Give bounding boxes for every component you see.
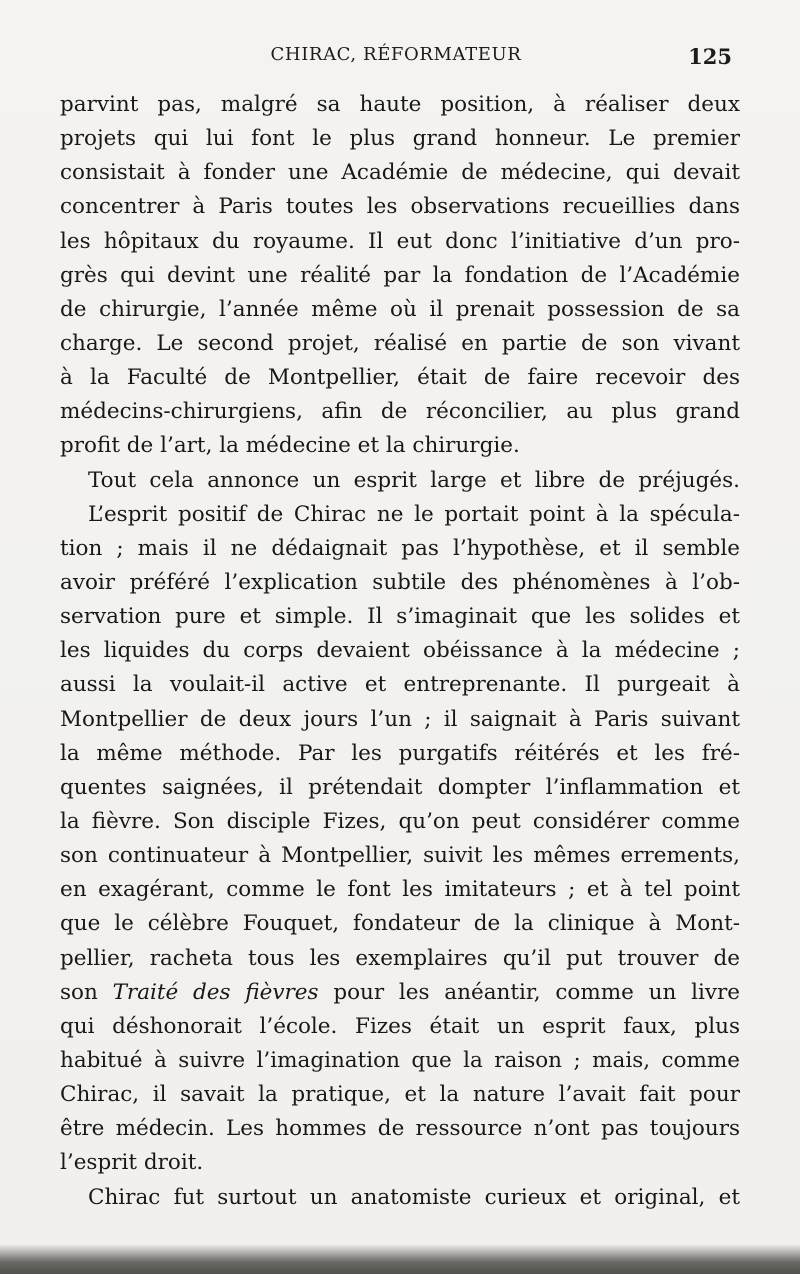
text-line: qui déshonorait l’école. Fizes était un esprit faux, plus xyxy=(60,1013,740,1039)
text-line: que le célèbre Fouquet, fondateur de la clinique à Mont- xyxy=(60,911,740,937)
line-suffix xyxy=(319,980,334,1005)
text-line: les liquides du corps devaient obéissance à la médecine ; xyxy=(60,638,740,664)
text-line: concentrer à Paris toutes les observations recueillies dans xyxy=(60,194,740,220)
text-line: être médecin. Les hommes de ressource n’ont pas toujours xyxy=(60,1116,740,1142)
running-title: CHIRAC, RÉFORMATEUR xyxy=(270,44,522,65)
running-header xyxy=(60,44,732,74)
text-line: projets qui lui font le plus grand honneur. Le premier xyxy=(60,126,740,152)
line-prefix: son xyxy=(60,979,113,1005)
page-number: 125 xyxy=(688,44,732,69)
text-line: Chirac, il savait la pratique, et la nature l’avait fait pour xyxy=(60,1082,740,1108)
text-line: avoir préféré l’explication subtile des phénomènes à l’ob- xyxy=(60,569,740,595)
text-line: grès qui devint une réalité par la fondation de l’Académie xyxy=(60,262,740,288)
text-line: la fièvre. Son disciple Fizes, qu’on peut considérer comme xyxy=(60,808,740,834)
text-line: Tout cela annonce un esprit large et libre de préjugés. xyxy=(88,467,740,493)
text-line: à la Faculté de Montpellier, était de faire recevoir des xyxy=(60,365,740,391)
text-line: tion ; mais il ne dédaignait pas l’hypothèse, et il semble xyxy=(60,535,740,561)
text-line: Montpellier de deux jours l’un ; il saignait à Paris suivant xyxy=(60,706,740,732)
text-line-with-title xyxy=(60,976,740,1010)
text-line: en exagérant, comme le font les imitateurs ; et à tel point xyxy=(60,877,740,903)
text-line: pellier, racheta tous les exemplaires qu’il put trouver de xyxy=(60,945,740,971)
body-text xyxy=(60,88,740,1215)
text-line: consistait à fonder une Académie de médecine, qui devait xyxy=(60,160,740,186)
text-line: L’esprit positif de Chirac ne le portait point à la spécula- xyxy=(88,501,740,527)
text-line: Chirac fut surtout un anatomiste curieux et original, et xyxy=(88,1184,740,1210)
line-rest: pour les anéantir, comme un livre xyxy=(333,979,740,1005)
text-line: de chirurgie, l’année même où il prenait possession de sa xyxy=(60,296,740,322)
book-title: Traité des fièvres xyxy=(112,979,319,1005)
text-line: profit de l’art, la médecine et la chirurgie. xyxy=(60,433,520,459)
text-line: charge. Le second projet, réalisé en partie de son vivant xyxy=(60,330,740,356)
text-line: parvint pas, malgré sa haute position, à réaliser deux xyxy=(60,92,740,117)
text-line: les hôpitaux du royaume. Il eut donc l’initiative d’un pro- xyxy=(60,228,740,254)
text-line: la même méthode. Par les purgatifs réitérés et les fré- xyxy=(60,740,740,766)
text-line: son continuateur à Montpellier, suivit les mêmes errements, xyxy=(60,843,740,869)
text-line: l’esprit droit. xyxy=(60,1150,204,1176)
text-line: aussi la voulait-il active et entreprenante. Il purgeait à xyxy=(60,672,740,698)
text-line: servation pure et simple. Il s’imaginait que les solides et xyxy=(60,604,740,630)
text-line: médecins-chirurgiens, afin de réconcilier, au plus grand xyxy=(60,399,740,425)
text-line: habitué à suivre l’imagination que la raison ; mais, comme xyxy=(60,1047,740,1073)
text-line: quentes saignées, il prétendait dompter l’inflammation et xyxy=(60,774,740,800)
